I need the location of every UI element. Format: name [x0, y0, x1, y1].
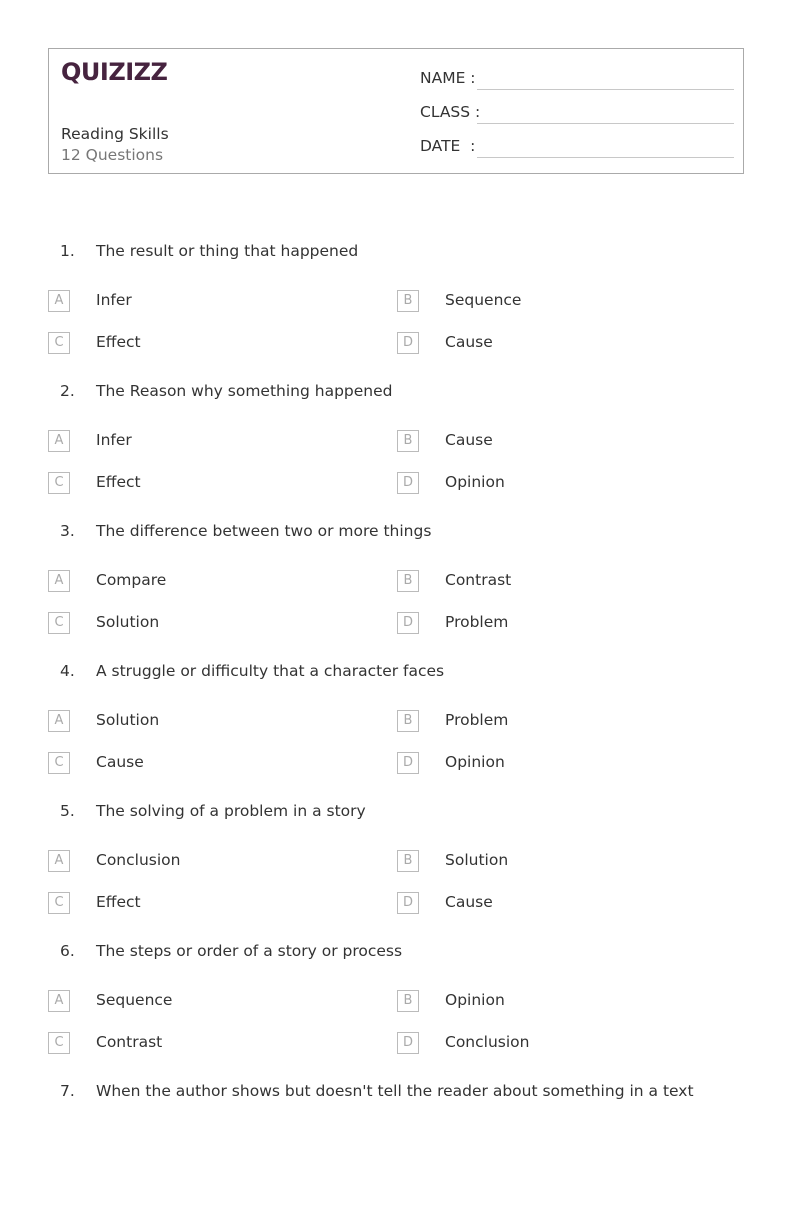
question-number: 4. [60, 662, 75, 680]
name-field[interactable] [420, 69, 734, 89]
option-letter-box[interactable]: B [397, 710, 419, 732]
question-text: A struggle or difficulty that a character faces [96, 662, 445, 680]
date-field[interactable] [420, 137, 734, 157]
quizizz-logo: QUIZIZZ [61, 58, 168, 86]
question-text: The steps or order of a story or process [96, 942, 403, 960]
option-text: Problem [445, 613, 509, 631]
option-letter-box[interactable]: A [48, 290, 70, 312]
option-text: Problem [445, 711, 509, 729]
option-letter-box[interactable]: C [48, 752, 70, 774]
option-text: Cause [96, 753, 144, 771]
option-letter-box[interactable]: D [397, 892, 419, 914]
name-line[interactable] [477, 89, 734, 90]
option-letter-box[interactable]: A [48, 570, 70, 592]
question-text: When the author shows but doesn't tell the reader about something in a text [96, 1082, 694, 1100]
question-1 [0, 242, 794, 372]
option-text: Solution [96, 711, 160, 729]
option-text: Compare [96, 571, 167, 589]
question-2 [0, 382, 794, 512]
option-letter-box[interactable]: D [397, 472, 419, 494]
name-label: NAME : [420, 69, 476, 87]
option-letter-box[interactable]: B [397, 990, 419, 1012]
option-text: Conclusion [445, 1033, 530, 1051]
option-text: Solution [445, 851, 509, 869]
question-number: 1. [60, 242, 75, 260]
option-text: Contrast [96, 1033, 163, 1051]
date-label: DATE : [420, 137, 476, 155]
question-text: The solving of a problem in a story [96, 802, 366, 820]
question-text: The difference between two or more things [96, 522, 432, 540]
class-line[interactable] [477, 123, 734, 124]
option-text: Infer [96, 291, 132, 309]
question-4 [0, 662, 794, 792]
question-text: The Reason why something happened [96, 382, 393, 400]
option-letter-box[interactable]: B [397, 850, 419, 872]
option-letter-box[interactable]: A [48, 990, 70, 1012]
question-number: 6. [60, 942, 75, 960]
option-letter-box[interactable]: C [48, 332, 70, 354]
worksheet-header [48, 48, 744, 174]
option-letter-box[interactable]: C [48, 472, 70, 494]
class-field[interactable] [420, 103, 734, 123]
question-number: 3. [60, 522, 75, 540]
option-letter-box[interactable]: A [48, 430, 70, 452]
option-letter-box[interactable]: C [48, 612, 70, 634]
option-letter-box[interactable]: D [397, 332, 419, 354]
option-text: Cause [445, 333, 493, 351]
question-count: 12 Questions [61, 146, 164, 164]
option-letter-box[interactable]: C [48, 892, 70, 914]
class-label: CLASS : [420, 103, 481, 121]
option-text: Infer [96, 431, 132, 449]
question-text: The result or thing that happened [96, 242, 359, 260]
option-text: Cause [445, 431, 493, 449]
option-letter-box[interactable]: B [397, 290, 419, 312]
question-7 [0, 1082, 794, 1212]
option-text: Conclusion [96, 851, 181, 869]
worksheet-title: Reading Skills [61, 125, 169, 143]
option-text: Opinion [445, 473, 505, 491]
option-letter-box[interactable]: C [48, 1032, 70, 1054]
option-text: Sequence [445, 291, 522, 309]
question-3 [0, 522, 794, 652]
option-letter-box[interactable]: D [397, 752, 419, 774]
option-text: Effect [96, 333, 141, 351]
option-letter-box[interactable]: D [397, 1032, 419, 1054]
option-letter-box[interactable]: A [48, 710, 70, 732]
option-text: Sequence [96, 991, 173, 1009]
question-number: 7. [60, 1082, 75, 1100]
option-text: Effect [96, 473, 141, 491]
option-letter-box[interactable]: B [397, 570, 419, 592]
option-text: Opinion [445, 753, 505, 771]
option-text: Opinion [445, 991, 505, 1009]
question-number: 2. [60, 382, 75, 400]
option-letter-box[interactable]: B [397, 430, 419, 452]
date-line[interactable] [477, 157, 734, 158]
question-number: 5. [60, 802, 75, 820]
question-6 [0, 942, 794, 1072]
option-text: Effect [96, 893, 141, 911]
option-letter-box[interactable]: A [48, 850, 70, 872]
option-text: Contrast [445, 571, 512, 589]
option-letter-box[interactable]: D [397, 612, 419, 634]
option-text: Solution [96, 613, 160, 631]
option-text: Cause [445, 893, 493, 911]
question-5 [0, 802, 794, 932]
